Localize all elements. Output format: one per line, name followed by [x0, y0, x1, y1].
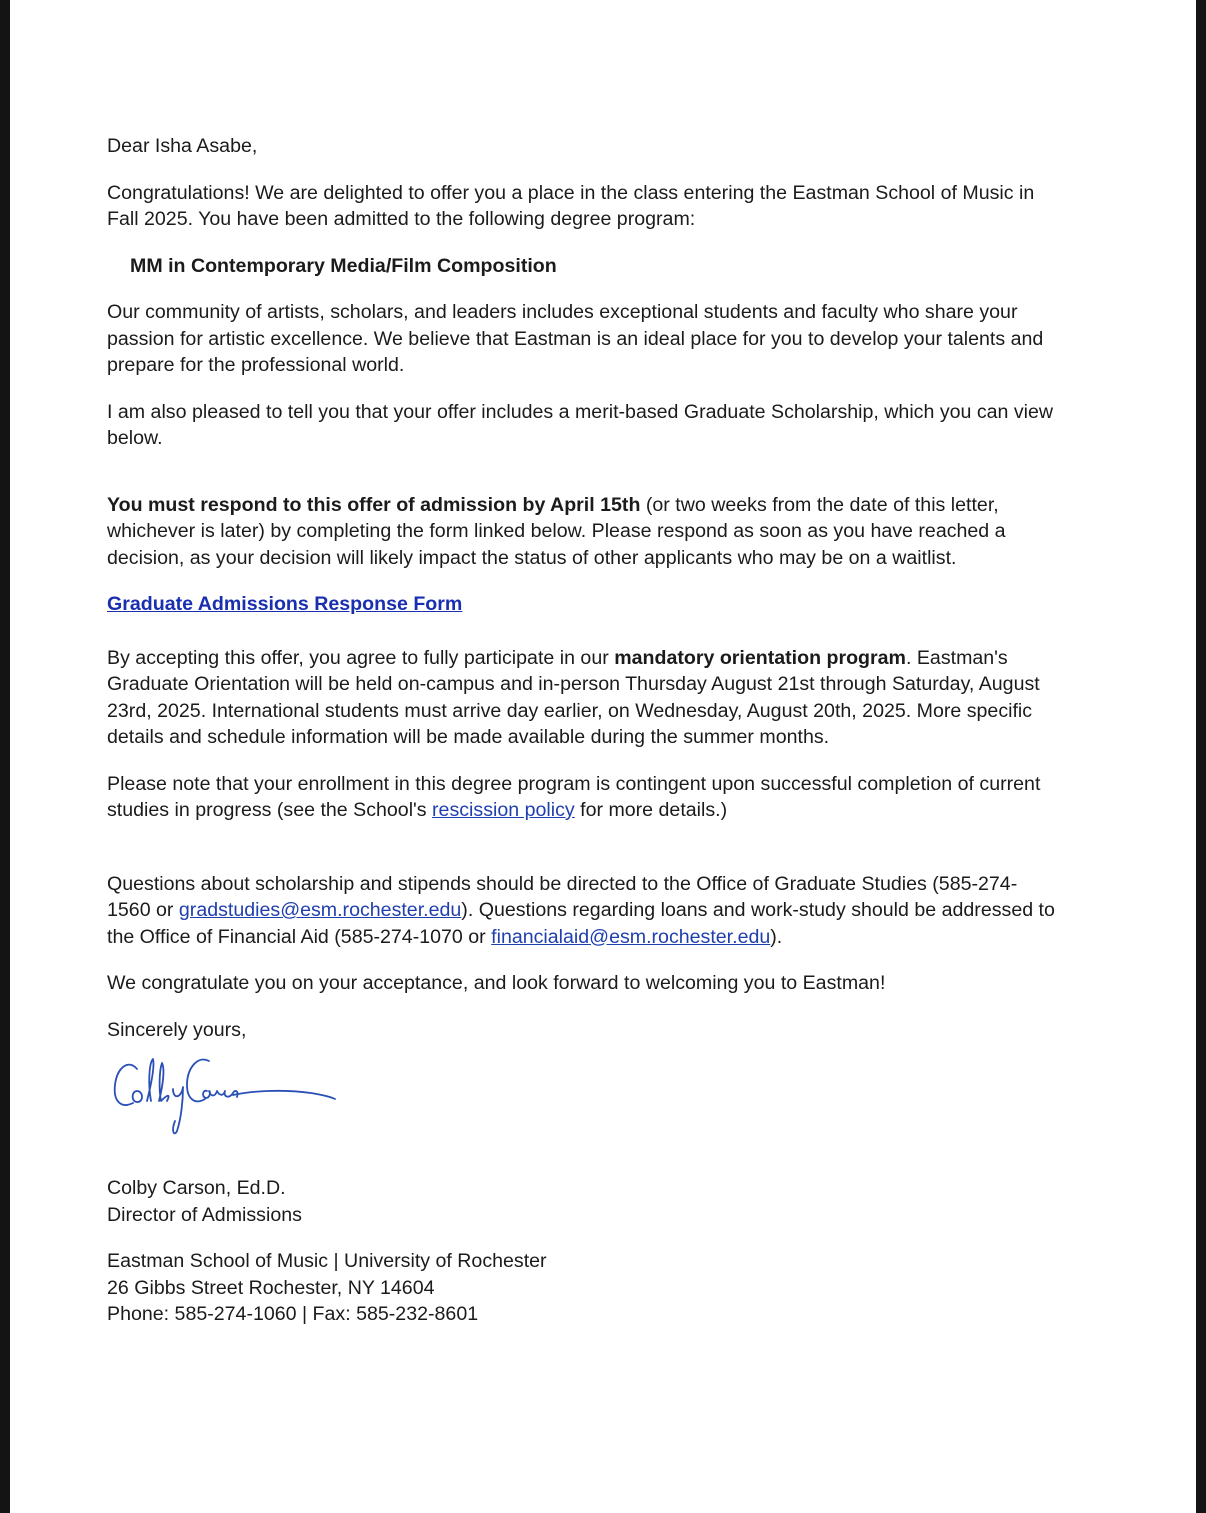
signer-block [107, 1175, 1107, 1228]
address-contact: Phone: 585-274-1060 | Fax: 585-232-8601 [107, 1303, 479, 1325]
community-line: Our community of artists, scholars, and leaders includes exceptional students and faculty who share your [107, 301, 1018, 323]
community-paragraph [107, 299, 1107, 379]
community-line: prepare for the professional world. [107, 354, 405, 376]
gradstudies-email-link[interactable]: gradstudies@esm.rochester.edu [178, 899, 462, 921]
congratulate-paragraph: We congratulate you on your acceptance, and look forward to welcoming you to Eastman! [107, 972, 886, 994]
address-block [107, 1248, 1107, 1328]
closing: Sincerely yours, [107, 1018, 247, 1041]
address-org: Eastman School of Music | University of Rochester [107, 1250, 547, 1272]
scholarship-line: I am also pleased to tell you that your offer includes a merit-based Graduate Scholarship, which you can view [107, 400, 1054, 423]
signer-name: Colby Carson, Ed.D. [107, 1177, 286, 1199]
contingent-paragraph [107, 771, 1107, 824]
letter-body [107, 133, 1107, 1328]
response-form-link[interactable]: Graduate Admissions Response Form [107, 593, 463, 615]
questions-post-2: ). Questions regarding loans and work-study should be addressed to [461, 899, 1055, 921]
orientation-post: . Eastman's [905, 646, 1008, 669]
questions-line-1: Questions about scholarship and stipends should be directed to the Office of Graduate Studies (585-274- [107, 872, 1018, 895]
address-street: 26 Gibbs Street Rochester, NY 14604 [107, 1276, 435, 1299]
contingent-post: for more details.) [574, 799, 728, 821]
letter-page [10, 0, 1196, 1513]
signer-title: Director of Admissions [107, 1203, 302, 1226]
orientation-line-4: details and schedule information will be made available during the summer months. [107, 726, 830, 748]
respond-line-1-rest: (or two weeks from the date of this letter, [640, 493, 999, 516]
financialaid-email-link[interactable]: financialaid@esm.rochester.edu [491, 925, 771, 948]
respond-paragraph [107, 492, 1107, 572]
respond-line-2: whichever is later) by completing the form linked below. Please respond as soon as you have reached a [107, 520, 1006, 542]
orientation-emphasis: mandatory orientation program [614, 646, 906, 669]
signature-image [111, 1045, 341, 1141]
congrats-line-1: Congratulations! We are delighted to offer you a place in the class entering the Eastman School of Music in [107, 181, 1035, 204]
community-line: passion for artistic excellence. We believe that Eastman is an ideal place for you to develop your talents and [107, 327, 1044, 350]
contingent-pre: studies in progress (see the School's [107, 799, 433, 821]
congrats-paragraph [107, 180, 1107, 233]
questions-paragraph [107, 871, 1107, 951]
scholarship-line: below. [107, 427, 163, 449]
respond-deadline: You must respond to this offer of admission by April 15th [107, 493, 641, 516]
orientation-line-2: Graduate Orientation will be held on-campus and in-person Thursday August 21st through Saturday, August [107, 673, 1040, 695]
questions-post-3: ). [770, 925, 783, 948]
degree-program: MM in Contemporary Media/Film Composition [130, 254, 557, 277]
scholarship-paragraph [107, 399, 1107, 452]
orientation-line-3: 23rd, 2025. International students must arrive day earlier, on Wednesday, August 20th, 2025. More specific [107, 699, 1033, 722]
questions-pre-3: the Office of Financial Aid (585-274-1070 or [107, 925, 492, 948]
respond-line-3: decision, as your decision will likely impact the status of other applicants who may be on a waitlist. [107, 546, 957, 569]
orientation-paragraph [107, 645, 1107, 751]
rescission-policy-link[interactable]: rescission policy [432, 799, 575, 821]
congrats-line-2: Fall 2025. You have been admitted to the following degree program: [107, 208, 696, 230]
orientation-pre: By accepting this offer, you agree to fully participate in our [107, 646, 615, 669]
form-link-line [107, 591, 1107, 618]
questions-pre-2: 1560 or [107, 899, 179, 921]
contingent-line-1: Please note that your enrollment in this degree program is contingent upon successful completion of current [107, 772, 1041, 795]
greeting: Dear Isha Asabe, [107, 135, 258, 157]
